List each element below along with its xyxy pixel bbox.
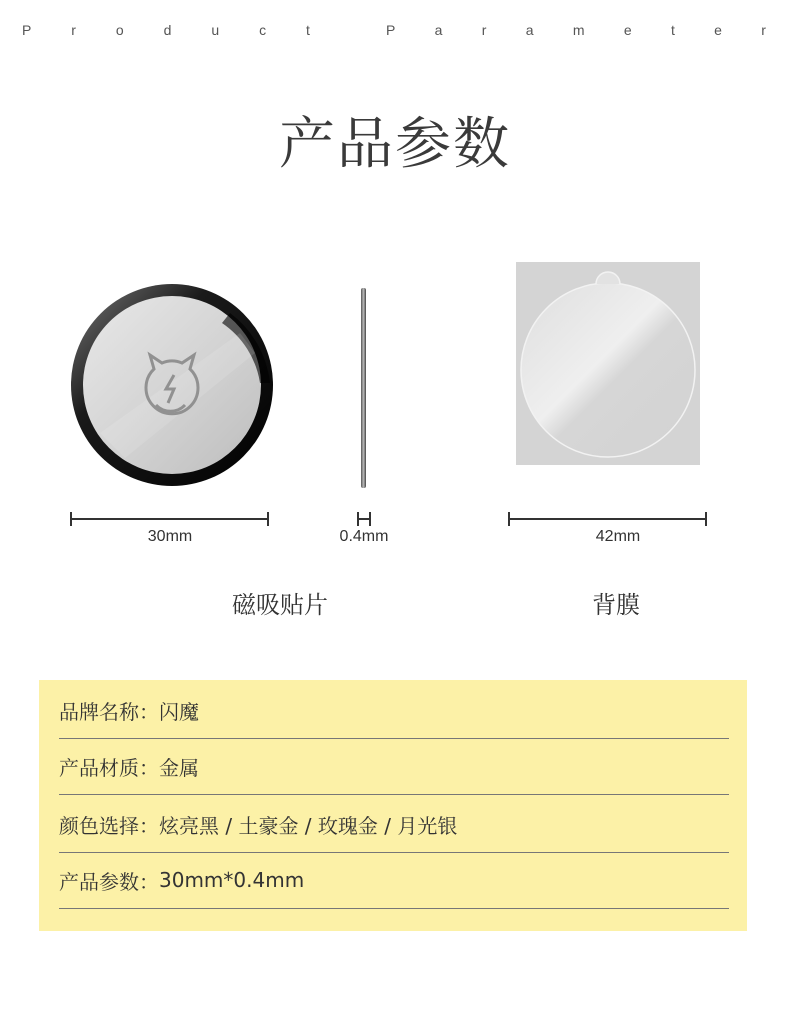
film-width-label: 42mm	[595, 528, 641, 545]
header-letter: t	[670, 22, 675, 38]
header-letter: P	[22, 22, 32, 38]
spec-value: 金属	[159, 755, 199, 780]
spec-label: 颜色选择：	[59, 813, 159, 838]
spec-table	[39, 680, 747, 931]
header-letter: a	[434, 22, 443, 38]
header-letter: e	[714, 22, 722, 38]
film-caption: 背膜	[592, 591, 640, 619]
spec-value: 闪魔	[159, 699, 199, 724]
spec-label: 产品参数：	[59, 869, 159, 894]
film-width-dimension	[508, 512, 707, 526]
header-letter: t	[306, 22, 310, 38]
disc-width-dimension	[70, 512, 269, 526]
header-letters	[0, 22, 790, 42]
header-letter: r	[761, 22, 766, 38]
spec-label: 产品材质：	[59, 755, 159, 780]
header-letter: r	[481, 22, 487, 38]
page-title: 产品参数	[279, 112, 511, 177]
thickness-label: 0.4mm	[339, 528, 389, 545]
spec-row-size	[59, 852, 729, 909]
spec-value: 炫亮黑 / 土豪金 / 玫瑰金 / 月光银	[159, 813, 458, 838]
header-letter: a	[525, 22, 534, 38]
header-word-parameter	[386, 22, 766, 38]
header-letter: m	[572, 22, 585, 38]
header-letter: r	[71, 22, 76, 38]
spec-row-material	[59, 738, 729, 795]
header-letter: e	[623, 22, 632, 38]
header-letter: P	[386, 22, 396, 38]
disc-width-label: 30mm	[147, 528, 193, 545]
header-letter: u	[211, 22, 220, 38]
backing-film-image	[516, 262, 700, 465]
spec-row-colors	[59, 796, 729, 853]
header-word-product	[22, 22, 310, 38]
header-letter: c	[259, 22, 267, 38]
thickness-dimension	[357, 512, 371, 526]
spec-value: 30mm*0.4mm	[159, 868, 305, 892]
header-letter: o	[115, 22, 124, 38]
magnetic-disc-image	[70, 283, 274, 487]
header-letter: d	[163, 22, 172, 38]
disc-side-profile-image	[354, 288, 374, 488]
spec-label: 品牌名称：	[59, 699, 159, 724]
spec-row-brand	[59, 682, 729, 739]
product-illustration	[0, 255, 790, 619]
disc-caption: 磁吸贴片	[232, 591, 328, 619]
